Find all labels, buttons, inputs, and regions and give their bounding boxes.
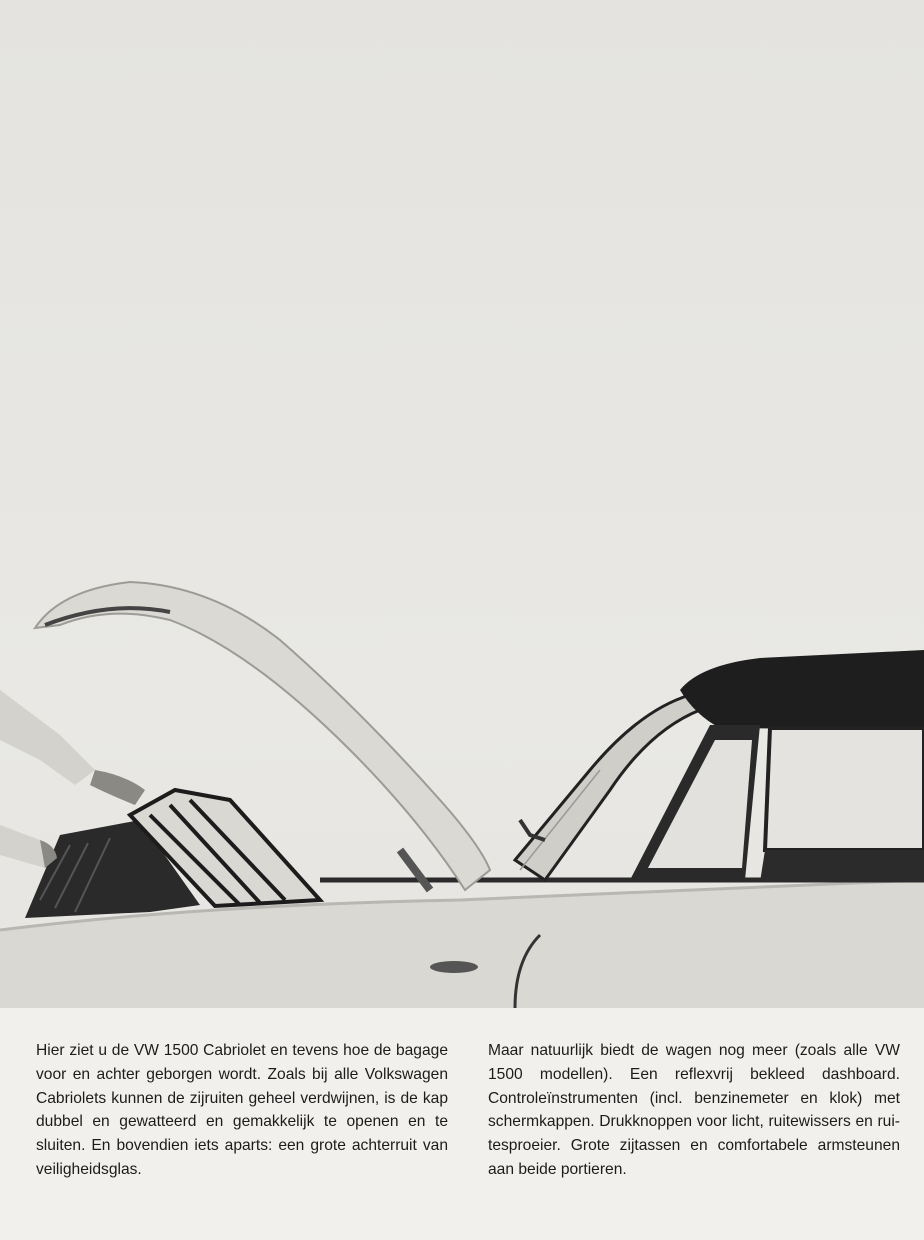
caption-right-column	[488, 1039, 900, 1182]
caption-left-paragraph: Hier ziet u de VW 1500 Cabriolet en tevens hoe de bagage voor en achter geborgen wordt. Zoals bij alle Volkswagen Cabriolets kunnen de zijruiten geheel verdwijnen, is de kap dubbel en gewatteerd en gemakkelijk te openen en te sluiten. En bovendien iets aparts: een grote achterruit van veiligheidsglas.	[36, 1042, 448, 1178]
side-window	[765, 728, 924, 850]
caption-left-column	[36, 1039, 448, 1182]
soft-top	[680, 650, 924, 730]
arm-upper	[0, 690, 95, 785]
caption-right-paragraph: Maar natuurlijk biedt de wagen nog meer (zoals alle VW 1500 modellen). Een reflexvrij bekleed dashboard. Controleïnstrumenten (incl. benzinemeter en klok) met schermkappen. Drukknoppen voor licht, ruitewissers en ruitesproeier. Grote zijtassen en comfortabele armsteunen aan beide portieren.	[488, 1042, 900, 1178]
door-handle	[430, 961, 478, 973]
